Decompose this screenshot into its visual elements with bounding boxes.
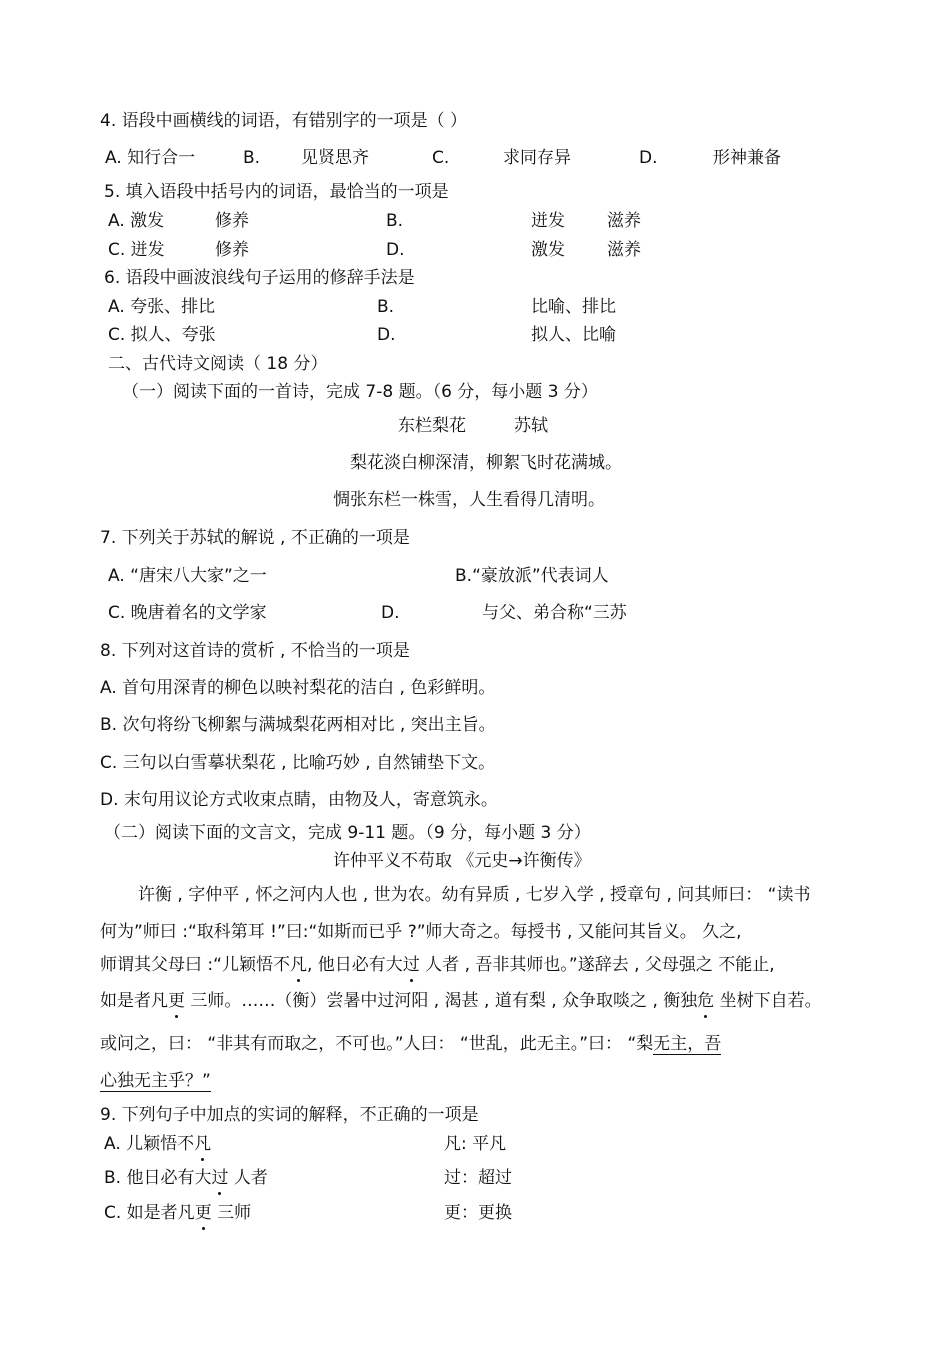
q7-option-a: A. “唐宋八大家”之一 xyxy=(108,566,267,586)
q4-option-b-letter: B. xyxy=(243,148,261,168)
passage-title: 许仲平义不苟取 《元史→许衡传》 xyxy=(333,851,591,871)
emphasis-dot-char: 更 xyxy=(168,991,185,1011)
emphasis-dot-char: 凡 xyxy=(289,955,307,975)
q8-option-a: A. 首句用深青的柳色以映衬梨花的洁白 , 色彩鲜明。 xyxy=(100,678,496,698)
q9-option-c: C. 如是者凡更 三师 xyxy=(104,1203,252,1223)
q5-stem: 5. 填入语段中括号内的词语，最恰当的一项是 xyxy=(104,182,449,202)
q9-option-b-meaning: 过：超过 xyxy=(444,1168,512,1188)
passage-line-5: 或问之，曰： “非其有而取之，不可也。”人曰： “世乱，此无主。”曰： “梨无主，吾 xyxy=(100,1034,722,1054)
emphasis-dot-char: 过 xyxy=(402,955,420,975)
q5-option-b-letter: B. xyxy=(386,211,404,231)
q6-option-c: C. 拟人、夸张 xyxy=(108,325,216,345)
section2-part1-heading: （一）阅读下面的一首诗，完成 7-8 题。（6 分，每小题 3 分） xyxy=(122,382,598,402)
q6-option-b-letter: B. xyxy=(377,297,395,317)
q5-option-d-word1: 激发 xyxy=(531,240,565,260)
q8-option-c: C. 三句以白雪摹状梨花 , 比喻巧妙 , 自然铺垫下文。 xyxy=(100,753,496,773)
part2-heading: （二）阅读下面的文言文，完成 9-11 题。（9 分，每小题 3 分） xyxy=(104,823,591,843)
q4-option-c: 求同存异 xyxy=(503,148,571,168)
passage-line-2: 何为”师曰 :“取科第耳 !”曰:“如斯而已乎 ?”师大奇之。每授书 , 又能问其旨义。 久之, xyxy=(100,922,742,942)
q6-stem: 6. 语段中画波浪线句子运用的修辞手法是 xyxy=(104,268,415,288)
section2-heading: 二、古代诗文阅读（ 18 分） xyxy=(108,354,328,374)
q5-option-d-letter: D. xyxy=(386,240,405,260)
q6-option-d: 拟人、比喻 xyxy=(531,325,616,345)
passage-line-4: 如是者凡更 三师。……（衡）尝暑中过河阳 , 渴甚 , 道有梨 , 众争取啖之 , 衡独危 坐树下自若。 xyxy=(100,991,822,1011)
passage-line-1: 许衡 , 字仲平 , 怀之河内人也 , 世为农。幼有异质 , 七岁入学 , 授章句 , 问其师曰： “读书 xyxy=(138,885,811,905)
q9-option-a: A. 儿颖悟不凡 xyxy=(104,1134,212,1154)
q4-option-d-letter: D. xyxy=(639,148,658,168)
q8-option-b: B. 次句将纷飞柳絮与满城梨花两相对比 , 突出主旨。 xyxy=(100,715,496,735)
q5-option-a-word2: 修养 xyxy=(215,211,249,231)
q6-option-a: A. 夸张、排比 xyxy=(108,297,216,317)
q4-option-b: 见贤思齐 xyxy=(301,148,369,168)
q6-option-d-letter: D. xyxy=(377,325,396,345)
q7-option-c: C. 晚唐着名的文学家 xyxy=(108,603,267,623)
q9-option-c-meaning: 更：更换 xyxy=(444,1203,512,1223)
emphasis-dot-char: 凡 xyxy=(194,1134,212,1154)
q9-option-b: B. 他日必有大过 人者 xyxy=(104,1168,268,1188)
q5-option-d-word2: 滋养 xyxy=(607,240,641,260)
q4-option-d: 形神兼备 xyxy=(713,148,781,168)
emphasis-dot-char: 过 xyxy=(211,1168,229,1188)
underlined-phrase: 心独无主乎？” xyxy=(100,1071,211,1091)
q6-option-b: 比喻、排比 xyxy=(531,297,616,317)
emphasis-dot-char: 更 xyxy=(194,1203,212,1223)
poem-line-1: 梨花淡白柳深清，柳絮飞时花满城。 xyxy=(350,453,622,473)
q4-option-a: A. 知行合一 xyxy=(105,148,196,168)
poem-line-2: 惆张东栏一株雪，人生看得几清明。 xyxy=(333,490,605,510)
q4-stem: 4. 语段中画横线的词语，有错别字的一项是（ ） xyxy=(100,111,468,131)
q4-option-c-letter: C. xyxy=(432,148,450,168)
passage-line-3: 师谓其父母曰 :“儿颖悟不凡, 他日必有大过 人者 , 吾非其师也。”遂辞去 , 父母强之 不能止, xyxy=(100,955,775,975)
q7-stem: 7. 下列关于苏轼的解说 , 不正确的一项是 xyxy=(100,528,410,548)
q7-option-b: B.“豪放派”代表词人 xyxy=(455,566,609,586)
q7-option-d-letter: D. xyxy=(381,603,400,623)
q5-option-c-word2: 修养 xyxy=(215,240,249,260)
q9-option-a-meaning: 凡: 平凡 xyxy=(444,1134,507,1154)
q5-option-b-word2: 滋养 xyxy=(607,211,641,231)
poem-author: 苏轼 xyxy=(514,416,548,436)
poem-title: 东栏梨花 xyxy=(398,416,466,436)
passage-line-6 xyxy=(100,1070,211,1092)
underlined-phrase: 无主，吾 xyxy=(653,1034,722,1054)
q8-option-d: D. 末句用议论方式收束点睛，由物及人，寄意筑永。 xyxy=(100,790,498,810)
q9-stem: 9. 下列句子中加点的实词的解释，不正确的一项是 xyxy=(100,1105,479,1125)
emphasis-dot-char: 危 xyxy=(697,991,715,1011)
q5-option-c: C. 迸发 xyxy=(108,240,165,260)
q7-option-d: 与父、弟合称“三苏 xyxy=(482,603,627,623)
q8-stem: 8. 下列对这首诗的赏析 , 不恰当的一项是 xyxy=(100,641,410,661)
q5-option-b-word1: 迸发 xyxy=(531,211,565,231)
q5-option-a: A. 激发 xyxy=(108,211,165,231)
